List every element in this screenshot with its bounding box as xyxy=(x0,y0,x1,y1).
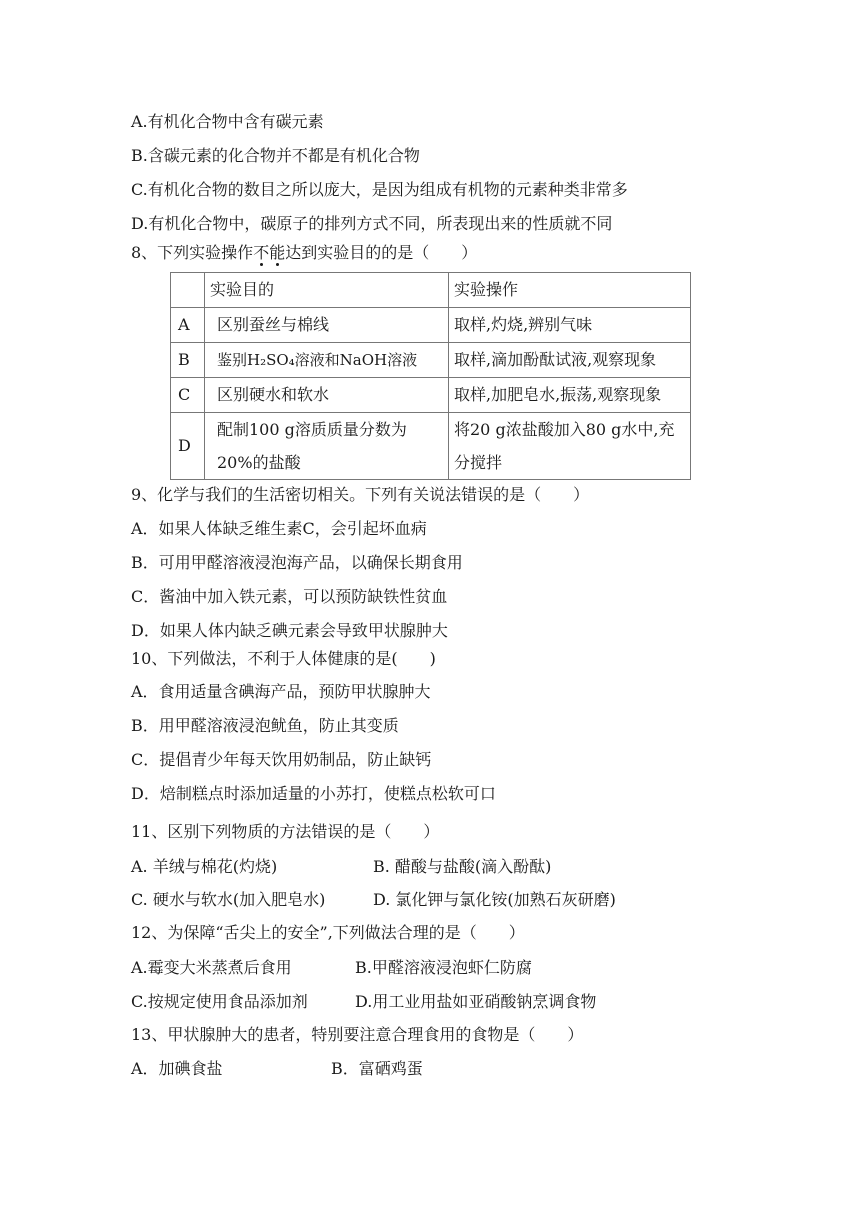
q12-option-b: B.甲醛溶液浸泡虾仁防腐 xyxy=(355,958,532,977)
q10-option-d: D．焙制糕点时添加适量的小苏打，使糕点松软可口 xyxy=(131,784,496,803)
q8-emphasis-char: 能 xyxy=(269,243,286,262)
q12-option-a: A.霉变大米蒸煮后食用 xyxy=(131,958,292,977)
q11-option-c: C. 硬水与软水(加入肥皂水) xyxy=(131,890,326,909)
q8-emphasis-char: 不 xyxy=(253,243,270,262)
q11-option-b: B. 醋酸与盐酸(滴入酚酞) xyxy=(373,857,552,876)
q7-option-c: C.有机化合物的数目之所以庞大，是因为组成有机物的元素种类非常多 xyxy=(131,180,628,199)
q12-stem: 12、为保障“舌尖上的安全”,下列做法合理的是（ ） xyxy=(131,923,525,942)
row-operation: 取样,灼烧,辨别气味 xyxy=(449,308,691,343)
table-row xyxy=(171,378,691,413)
q13-option-a: A．加碘食盐 xyxy=(131,1059,223,1078)
q10-option-c: C．提倡青少年每天饮用奶制品，防止缺钙 xyxy=(131,750,432,769)
q12-option-c: C.按规定使用食品添加剂 xyxy=(131,992,308,1011)
q13-option-b: B．富硒鸡蛋 xyxy=(331,1059,423,1078)
row-key: C xyxy=(171,378,205,413)
row-key: B xyxy=(171,343,205,378)
q9-option-b: B．可用甲醛溶液浸泡海产品，以确保长期食用 xyxy=(131,553,463,572)
row-goal-line: 20%的盐酸 xyxy=(217,453,301,472)
row-goal: 区别硬水和软水 xyxy=(205,378,449,413)
q9-stem: 9、化学与我们的生活密切相关。下列有关说法错误的是（ ） xyxy=(131,485,590,504)
q9-option-a: A．如果人体缺乏维生素C，会引起坏血病 xyxy=(131,519,427,538)
table-header-cell: 实验目的 xyxy=(205,273,449,308)
q11-option-a: A. 羊绒与棉花(灼烧) xyxy=(131,857,278,876)
q7-option-a: A.有机化合物中含有碳元素 xyxy=(131,112,324,131)
row-goal: 区别蚕丝与棉线 xyxy=(205,308,449,343)
row-goal xyxy=(205,413,449,480)
q10-option-b: B．用甲醛溶液浸泡鱿鱼，防止其变质 xyxy=(131,716,399,735)
table-header-row xyxy=(171,273,691,308)
row-key: D xyxy=(171,413,205,480)
q11-option-d: D. 氯化钾与氯化铵(加熟石灰研磨) xyxy=(373,890,616,909)
row-operation-line: 将20 g浓盐酸加入80 g水中,充 xyxy=(454,420,675,439)
row-goal-line: 配制100 g溶质质量分数为 xyxy=(217,420,407,439)
table-header-cell: 实验操作 xyxy=(449,273,691,308)
q8-stem-part: 达到实验目的的是（ ） xyxy=(285,243,478,262)
q13-stem: 13、甲状腺肿大的患者，特别要注意合理食用的食物是（ ） xyxy=(131,1025,584,1044)
q10-option-a: A．食用适量含碘海产品，预防甲状腺肿大 xyxy=(131,682,431,701)
q10-stem: 10、下列做法，不利于人体健康的是( ) xyxy=(131,649,436,668)
q9-option-c: C．酱油中加入铁元素，可以预防缺铁性贫血 xyxy=(131,587,448,606)
q12-option-d: D.用工业用盐如亚硝酸钠烹调食物 xyxy=(355,992,597,1011)
table-row xyxy=(171,308,691,343)
q8-experiment-table xyxy=(170,272,691,480)
row-operation-line: 分搅拌 xyxy=(454,453,503,472)
q11-stem: 11、区别下列物质的方法错误的是（ ） xyxy=(131,822,440,841)
table-row xyxy=(171,343,691,378)
row-operation xyxy=(449,413,691,480)
row-key: A xyxy=(171,308,205,343)
q9-option-d: D．如果人体内缺乏碘元素会导致甲状腺肿大 xyxy=(131,621,448,640)
table-header-cell xyxy=(171,273,205,308)
table-row xyxy=(171,413,691,480)
q7-option-d: D.有机化合物中，碳原子的排列方式不同，所表现出来的性质就不同 xyxy=(131,214,613,233)
row-goal: 鉴别H₂SO₄溶液和NaOH溶液 xyxy=(205,343,449,378)
q8-stem xyxy=(131,242,477,264)
row-operation: 取样,滴加酚酞试液,观察现象 xyxy=(449,343,691,378)
q8-stem-part: 8、下列实验操作 xyxy=(131,243,254,262)
q7-option-b: B.含碳元素的化合物并不都是有机化合物 xyxy=(131,146,420,165)
row-operation: 取样,加肥皂水,振荡,观察现象 xyxy=(449,378,691,413)
